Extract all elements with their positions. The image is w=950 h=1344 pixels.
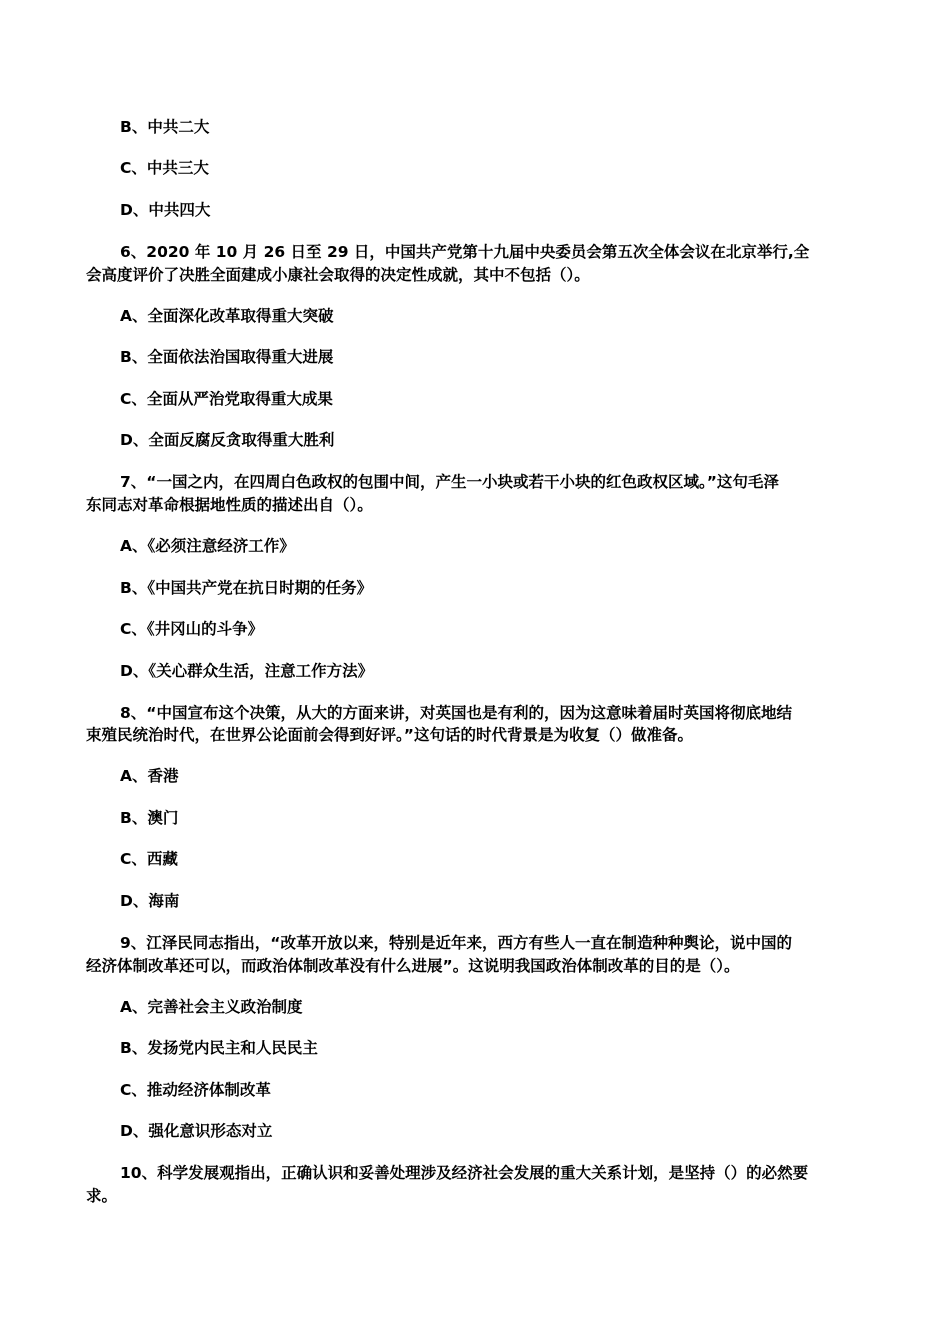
question-10-line2: 求。 — [86, 1187, 118, 1205]
option-c-q8: C、西藏 — [120, 850, 178, 868]
option-d-q7: D、《关心群众生活，注意工作方法》 — [120, 662, 374, 680]
question-10-line1: 10、科学发展观指出，正确认识和妥善处理涉及经济社会发展的重大关系计划，是坚持（）的必然要 — [120, 1164, 809, 1182]
option-c-q7: C、《井冈山的斗争》 — [120, 620, 264, 638]
option-b-q6: B、全面依法治国取得重大进展 — [120, 348, 334, 366]
question-9-line2: 经济体制改革还可以，而政治体制改革没有什么进展”。这说明我国政治体制改革的目的是（）。 — [86, 957, 740, 975]
option-c-q6: C、全面从严治党取得重大成果 — [120, 390, 333, 408]
option-c-q9: C、推动经济体制改革 — [120, 1081, 271, 1099]
question-7-line2: 东同志对革命根据地性质的描述出自（）。 — [86, 496, 373, 514]
question-8-line2: 束殖民统治时代，在世界公论面前会得到好评。”这句话的时代背景是为收复（）做准备。 — [86, 726, 693, 744]
question-8-line1: 8、“中国宣布这个决策，从大的方面来讲，对英国也是有利的，因为这意味着届时英国将彻底地结 — [120, 704, 792, 722]
option-d-q5: D、中共四大 — [120, 201, 211, 219]
option-a-q8: A、香港 — [120, 767, 179, 785]
question-9-line1: 9、江泽民同志指出，“改革开放以来，特别是近年来，西方有些人一直在制造种种舆论，说中国的 — [120, 934, 792, 952]
question-6-line2: 会高度评价了决胜全面建成小康社会取得的决定性成就，其中不包括（）。 — [86, 266, 590, 284]
option-b-q5: B、中共二大 — [120, 118, 210, 136]
option-d-q9: D、强化意识形态对立 — [120, 1122, 273, 1140]
option-d-q6: D、全面反腐反贪取得重大胜利 — [120, 431, 335, 449]
option-b-q8: B、澳门 — [120, 809, 179, 827]
option-b-q9: B、发扬党内民主和人民民主 — [120, 1039, 318, 1057]
option-d-q8: D、海南 — [120, 892, 180, 910]
option-c-q5: C、中共三大 — [120, 159, 209, 177]
option-b-q7: B、《中国共产党在抗日时期的任务》 — [120, 579, 373, 597]
option-a-q6: A、全面深化改革取得重大突破 — [120, 307, 334, 325]
question-6-line1: 6、2020 年 10 月 26 日至 29 日，中国共产党第十九届中央委员会第五次全体会议在北京举行,全 — [120, 243, 810, 261]
question-7-line1: 7、“一国之内，在四周白色政权的包围中间，产生一小块或若干小块的红色政权区域。”这句毛泽 — [120, 473, 779, 491]
option-a-q9: A、完善社会主义政治制度 — [120, 998, 303, 1016]
option-a-q7: A、《必须注意经济工作》 — [120, 537, 295, 555]
